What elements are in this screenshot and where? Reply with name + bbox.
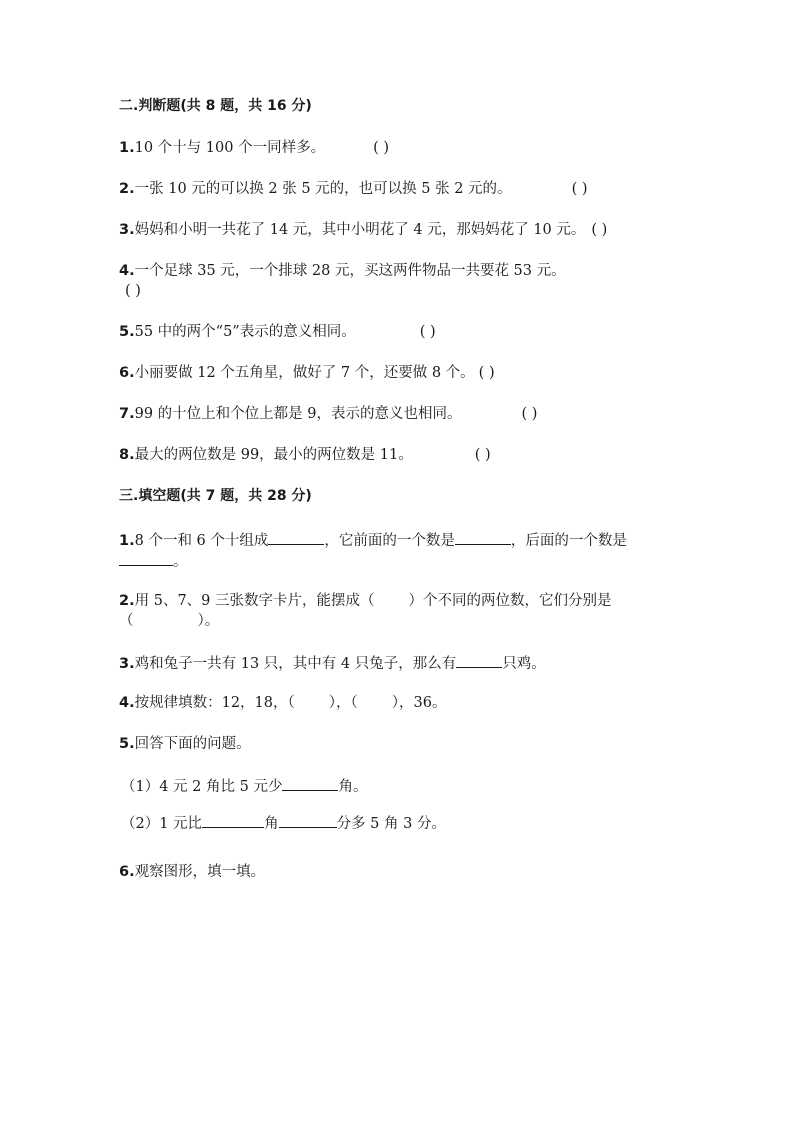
judgment-question-5: [119, 323, 436, 341]
answer-parentheses[interactable]: ( ): [478, 365, 495, 381]
question-text: ，它前面的一个数是: [324, 533, 455, 549]
answer-parentheses[interactable]: ( ): [373, 140, 390, 156]
fill-question-4: [119, 694, 446, 712]
fill-question-3: [119, 653, 546, 673]
question-text: 分多 5 角 3 分。: [336, 816, 446, 832]
question-text: （1）4 元 2 角比 5 元少: [121, 779, 283, 795]
question-number: 8.: [119, 447, 135, 463]
judgment-question-1: [119, 139, 389, 157]
question-number: 7.: [119, 406, 135, 422]
question-number: 4.: [119, 695, 135, 711]
question-text: 最大的两位数是 99，最小的两位数是 11。: [134, 447, 413, 463]
answer-parentheses[interactable]: ( ): [419, 324, 436, 340]
answer-blank[interactable]: [119, 551, 173, 566]
fill-question-5-sub-2: [121, 813, 446, 833]
answer-blank[interactable]: [455, 530, 511, 545]
answer-blank[interactable]: [202, 813, 264, 828]
fill-question-5-sub-1: [121, 776, 367, 796]
question-text: 一张 10 元的可以换 2 张 5 元的，也可以换 5 张 2 元的。: [134, 181, 512, 197]
answer-blank[interactable]: [268, 530, 324, 545]
fill-question-6: [119, 863, 265, 881]
judgment-question-4: [119, 262, 566, 280]
question-text: 55 中的两个“5”表示的意义相同。: [134, 324, 356, 340]
judgment-question-2: [119, 180, 588, 198]
answer-blank[interactable]: [282, 776, 338, 791]
fill-question-2-continued: [119, 612, 219, 630]
answer-parentheses[interactable]: ( ): [571, 181, 588, 197]
fill-question-1: [119, 530, 627, 550]
fill-question-2: [119, 592, 612, 610]
question-text: 用 5、7、9 三张数字卡片，能摆成（: [134, 593, 375, 609]
question-number: 4.: [119, 263, 135, 279]
question-text: （: [119, 613, 134, 629]
question-text: 回答下面的问题。: [134, 736, 251, 752]
question-text: 角: [264, 816, 279, 832]
question-number: 2.: [119, 181, 135, 197]
question-text: 。: [173, 554, 188, 570]
question-text: ），（: [328, 695, 358, 711]
question-text: ）。: [197, 613, 220, 629]
question-number: 3.: [119, 222, 135, 238]
section-title-judgment: 二.判断题(共 8 题，共 16 分): [119, 98, 312, 114]
question-text: 妈妈和小明一共花了 14 元，其中小明花了 4 元，那妈妈花了 10 元。: [134, 222, 586, 238]
section-title-fill-in: 三.填空题(共 7 题，共 28 分): [119, 488, 312, 504]
answer-parentheses[interactable]: ( ): [521, 406, 538, 422]
question-text: 99 的十位上和个位上都是 9，表示的意义也相同。: [134, 406, 462, 422]
question-text: 8 个一和 6 个十组成: [134, 533, 269, 549]
question-text: 角。: [338, 779, 368, 795]
question-text: 一个足球 35 元，一个排球 28 元，买这两件物品一共要花 53 元。: [134, 263, 566, 279]
fill-question-1-continued: [119, 551, 188, 571]
question-text: 按规律填数：12，18，（: [134, 695, 295, 711]
question-number: 6.: [119, 864, 135, 880]
question-text: 小丽要做 12 个五角星，做好了 7 个，还要做 8 个。: [134, 365, 475, 381]
answer-parentheses[interactable]: ( ): [591, 222, 608, 238]
question-number: 6.: [119, 365, 135, 381]
answer-parentheses[interactable]: ( ): [125, 283, 141, 299]
question-number: 5.: [119, 324, 135, 340]
question-text: 观察图形，填一填。: [134, 864, 266, 880]
judgment-question-6: [119, 364, 495, 382]
question-number: 1.: [119, 533, 135, 549]
answer-parentheses[interactable]: ( ): [474, 447, 491, 463]
question-number: 5.: [119, 736, 135, 752]
fill-question-5: [119, 735, 251, 753]
question-text: ）个不同的两位数，它们分别是: [408, 593, 612, 609]
question-text: ，后面的一个数是: [510, 533, 627, 549]
judgment-question-3: [119, 221, 607, 239]
question-number: 1.: [119, 140, 135, 156]
question-text: 鸡和兔子一共有 13 只，其中有 4 只兔子，那么有: [134, 656, 457, 672]
judgment-question-8: [119, 446, 491, 464]
answer-blank[interactable]: [456, 653, 502, 668]
question-number: 3.: [119, 656, 135, 672]
judgment-question-7: [119, 405, 537, 423]
question-text: ），36。: [391, 695, 447, 711]
question-text: （2）1 元比: [121, 816, 203, 832]
question-number: 2.: [119, 593, 135, 609]
question-text: 10 个十与 100 个一同样多。: [134, 140, 326, 156]
answer-blank[interactable]: [279, 813, 337, 828]
question-text: 只鸡。: [502, 656, 546, 672]
